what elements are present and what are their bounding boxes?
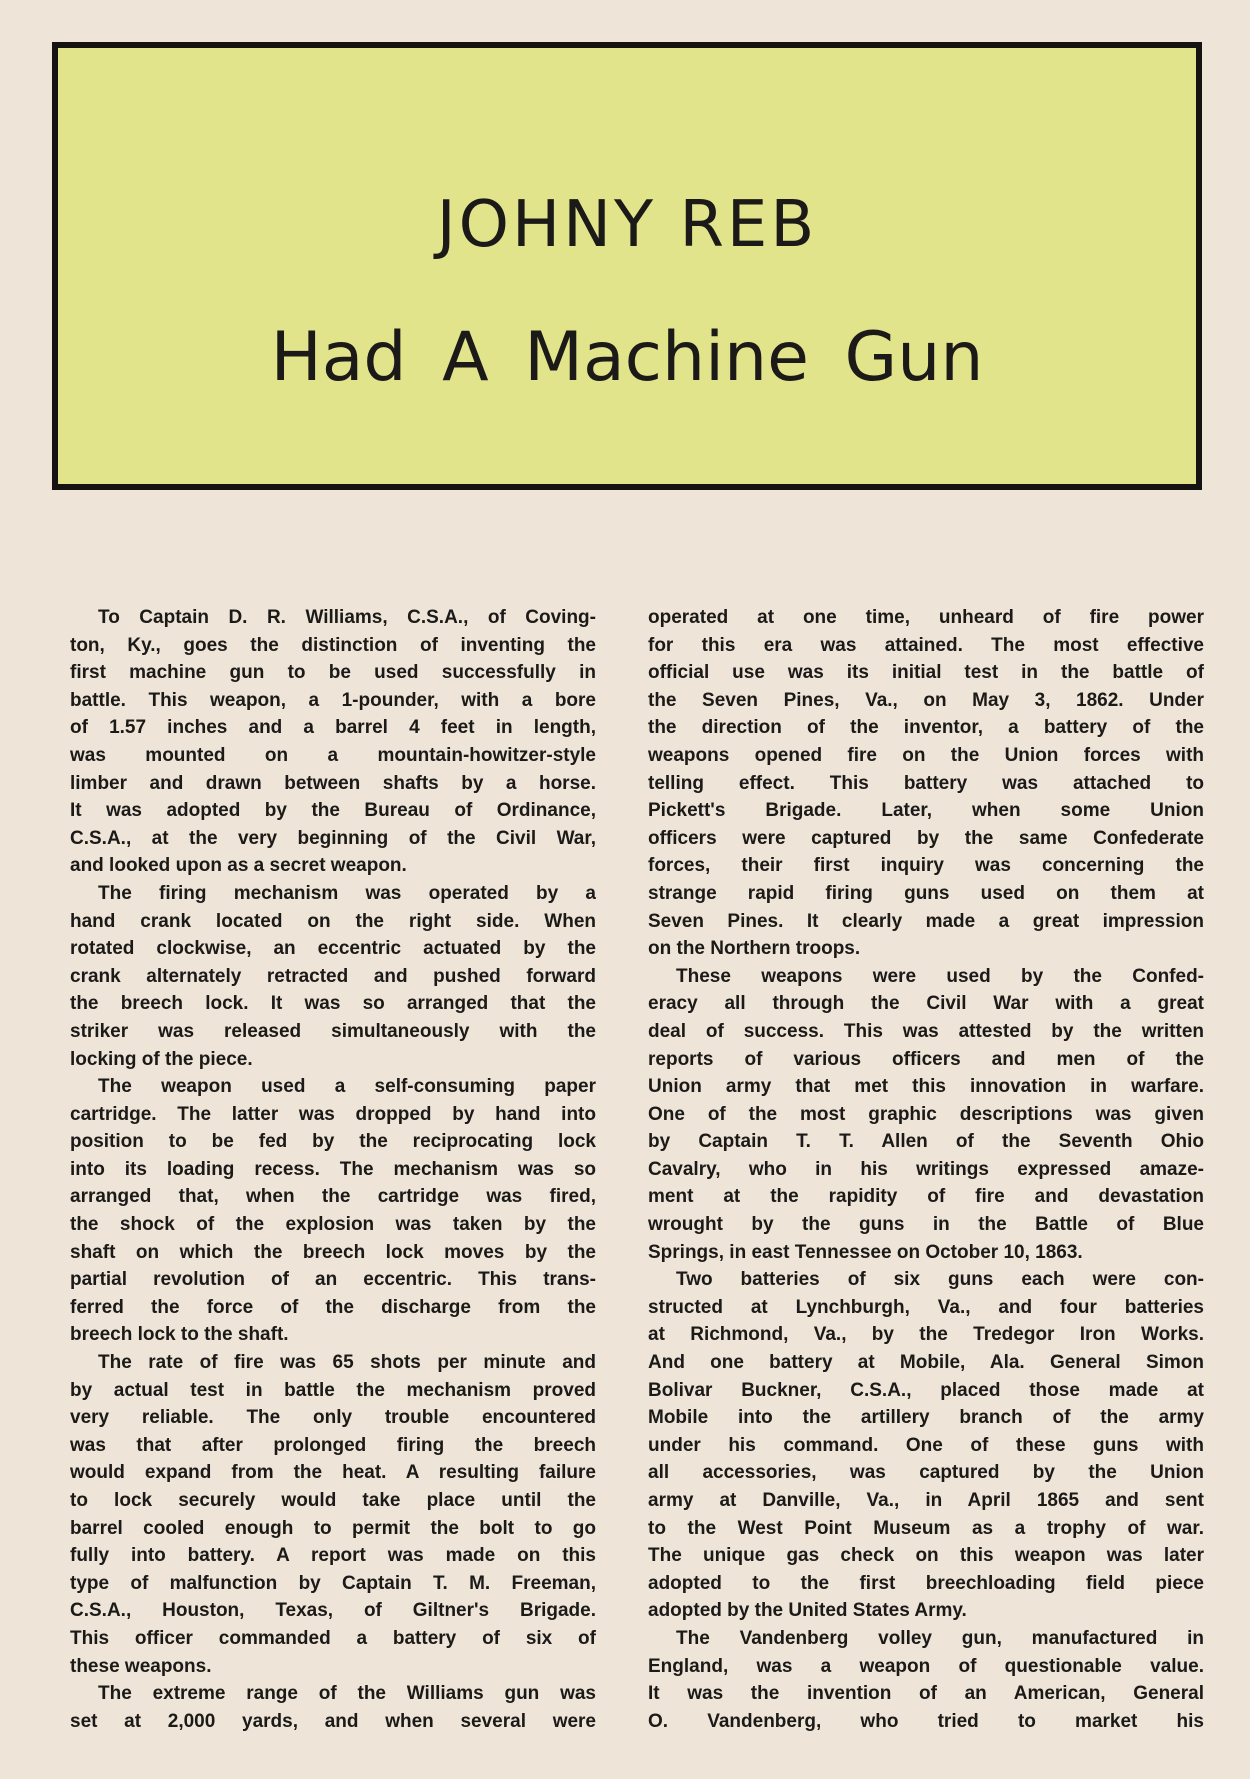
article-line: shaft on which the breech lock moves by the [70,1241,596,1263]
article-line: These weapons were used by the Confed- [676,965,1204,987]
article-line: and looked upon as a secret weapon. [70,855,407,877]
article-line: the direction of the inventor, a battery of the [648,717,1204,739]
article-line: the shock of the explosion was taken by the [70,1214,596,1236]
article-line: battle. This weapon, a 1-pounder, with a bore [70,689,596,711]
article-line: crank alternately retracted and pushed forward [70,965,596,987]
article-line: would expand from the heat. A resulting failure [70,1462,596,1484]
article-line: strange rapid firing guns used on them at [648,882,1204,904]
article-line: by Captain T. T. Allen of the Seventh Ohio [648,1131,1204,1153]
article-line: by actual test in battle the mechanism proved [70,1379,596,1401]
article-line: for this era was attained. The most effective [648,634,1204,656]
article-line: weapons opened fire on the Union forces with [648,744,1204,766]
article-line: O. Vandenberg, who tried to market his [648,1710,1204,1732]
article-line: Mobile into the artillery branch of the army [648,1407,1204,1429]
article-line: rotated clockwise, an eccentric actuated by the [70,938,596,960]
article-line: adopted by the United States Army. [648,1600,967,1622]
article-line: The Vandenberg volley gun, manufactured in [676,1627,1204,1649]
article-line: type of malfunction by Captain T. M. Freeman, [70,1572,596,1594]
article-line: was that after prolonged firing the breech [70,1434,596,1456]
article-line: C.S.A., at the very beginning of the Civil War, [70,827,596,849]
article-line: Union army that met this innovation in warfare. [648,1076,1204,1098]
article-line: was mounted on a mountain-howitzer-style [70,744,596,766]
article-line: to the West Point Museum as a trophy of war. [648,1517,1204,1539]
article-line: Springs, in east Tennessee on October 10, 1863. [648,1241,1083,1263]
article-line: arranged that, when the cartridge was fired, [70,1186,596,1208]
article-line: all accessories, was captured by the Union [648,1462,1204,1484]
article-line: It was adopted by the Bureau of Ordinance, [70,800,596,822]
article-line: Cavalry, who in his writings expressed amaze- [648,1158,1204,1180]
article-line: hand crank located on the right side. When [70,910,596,932]
article-line: C.S.A., Houston, Texas, of Giltner's Brigade. [70,1600,596,1622]
article-line: wrought by the guns in the Battle of Blue [648,1214,1204,1236]
article-line: structed at Lynchburgh, Va., and four batteries [648,1296,1204,1318]
article-line: locking of the piece. [70,1048,253,1070]
headline-line-1: JOHNY REB [436,188,818,262]
article-line: official use was its initial test in the battle of [648,662,1204,684]
article-line: the breech lock. It was so arranged that the [70,993,596,1015]
article-line: The weapon used a self-consuming paper [98,1076,596,1098]
article-line: Two batteries of six guns each were con- [676,1269,1204,1291]
article-line: on the Northern troops. [648,938,861,960]
article-line: of 1.57 inches and a barrel 4 feet in length, [70,717,596,739]
article-line: the Seven Pines, Va., on May 3, 1862. Under [648,689,1204,711]
article-line: One of the most graphic descriptions was given [648,1103,1204,1125]
article-line: And one battery at Mobile, Ala. General Simon [648,1352,1204,1374]
article-line: forces, their first inquiry was concerning the [648,855,1204,877]
article-line: first machine gun to be used successfully in [70,662,596,684]
article-line: The firing mechanism was operated by a [98,882,596,904]
article-line: Seven Pines. It clearly made a great impression [648,910,1204,932]
article-line: position to be fed by the reciprocating lock [70,1131,596,1153]
article-line: reports of various officers and men of the [648,1048,1204,1070]
article-line: cartridge. The latter was dropped by hand into [70,1103,596,1125]
article-line: to lock securely would take place until the [70,1490,596,1511]
article-line: ment at the rapidity of fire and devastation [648,1186,1204,1208]
article-line: telling effect. This battery was attached to [648,772,1204,794]
article-line: fully into battery. A report was made on this [70,1545,596,1567]
article-line: at Richmond, Va., by the Tredegor Iron Works. [648,1324,1204,1346]
article-line: striker was released simultaneously with the [70,1020,596,1042]
article-line: adopted to the first breechloading field piece [648,1572,1204,1594]
article-line: This officer commanded a battery of six of [70,1627,596,1649]
title-box [52,42,1202,490]
article-line: eracy all through the Civil War with a great [648,993,1204,1015]
article-line: under his command. One of these guns with [648,1434,1204,1456]
article-line: operated at one time, unheard of fire power [648,607,1204,628]
article-line: The extreme range of the Williams gun was [98,1683,596,1705]
article-line: these weapons. [70,1655,212,1677]
article-line: breech lock to the shaft. [70,1324,289,1346]
headline-line-2: Had A Machine Gun [270,318,984,397]
article-line: It was the invention of an American, General [648,1683,1204,1705]
article-line: To Captain D. R. Williams, C.S.A., of Coving- [98,607,596,628]
article-line: The unique gas check on this weapon was later [648,1545,1204,1567]
article-line: barrel cooled enough to permit the bolt to go [70,1517,596,1539]
article-line: deal of success. This was attested by the written [648,1020,1204,1042]
article-line: ferred the force of the discharge from the [70,1296,596,1318]
article-line: partial revolution of an eccentric. This trans- [70,1269,596,1291]
article-column-right [648,604,1204,1735]
article-line: Pickett's Brigade. Later, when some Union [648,800,1204,822]
article-line: very reliable. The only trouble encountered [70,1407,596,1429]
article-line: ton, Ky., goes the distinction of inventing the [70,634,596,656]
article-line: limber and drawn between shafts by a horse. [70,772,596,794]
article-line: into its loading recess. The mechanism was so [70,1158,596,1180]
article-column-left [70,604,596,1735]
article-line: The rate of fire was 65 shots per minute and [98,1352,596,1374]
article-line: England, was a weapon of questionable value. [648,1655,1204,1677]
article-line: set at 2,000 yards, and when several were [70,1710,596,1732]
article-line: officers were captured by the same Confederate [648,827,1204,849]
article-line: army at Danville, Va., in April 1865 and sent [648,1490,1204,1511]
article-line: Bolivar Buckner, C.S.A., placed those made at [648,1379,1204,1401]
